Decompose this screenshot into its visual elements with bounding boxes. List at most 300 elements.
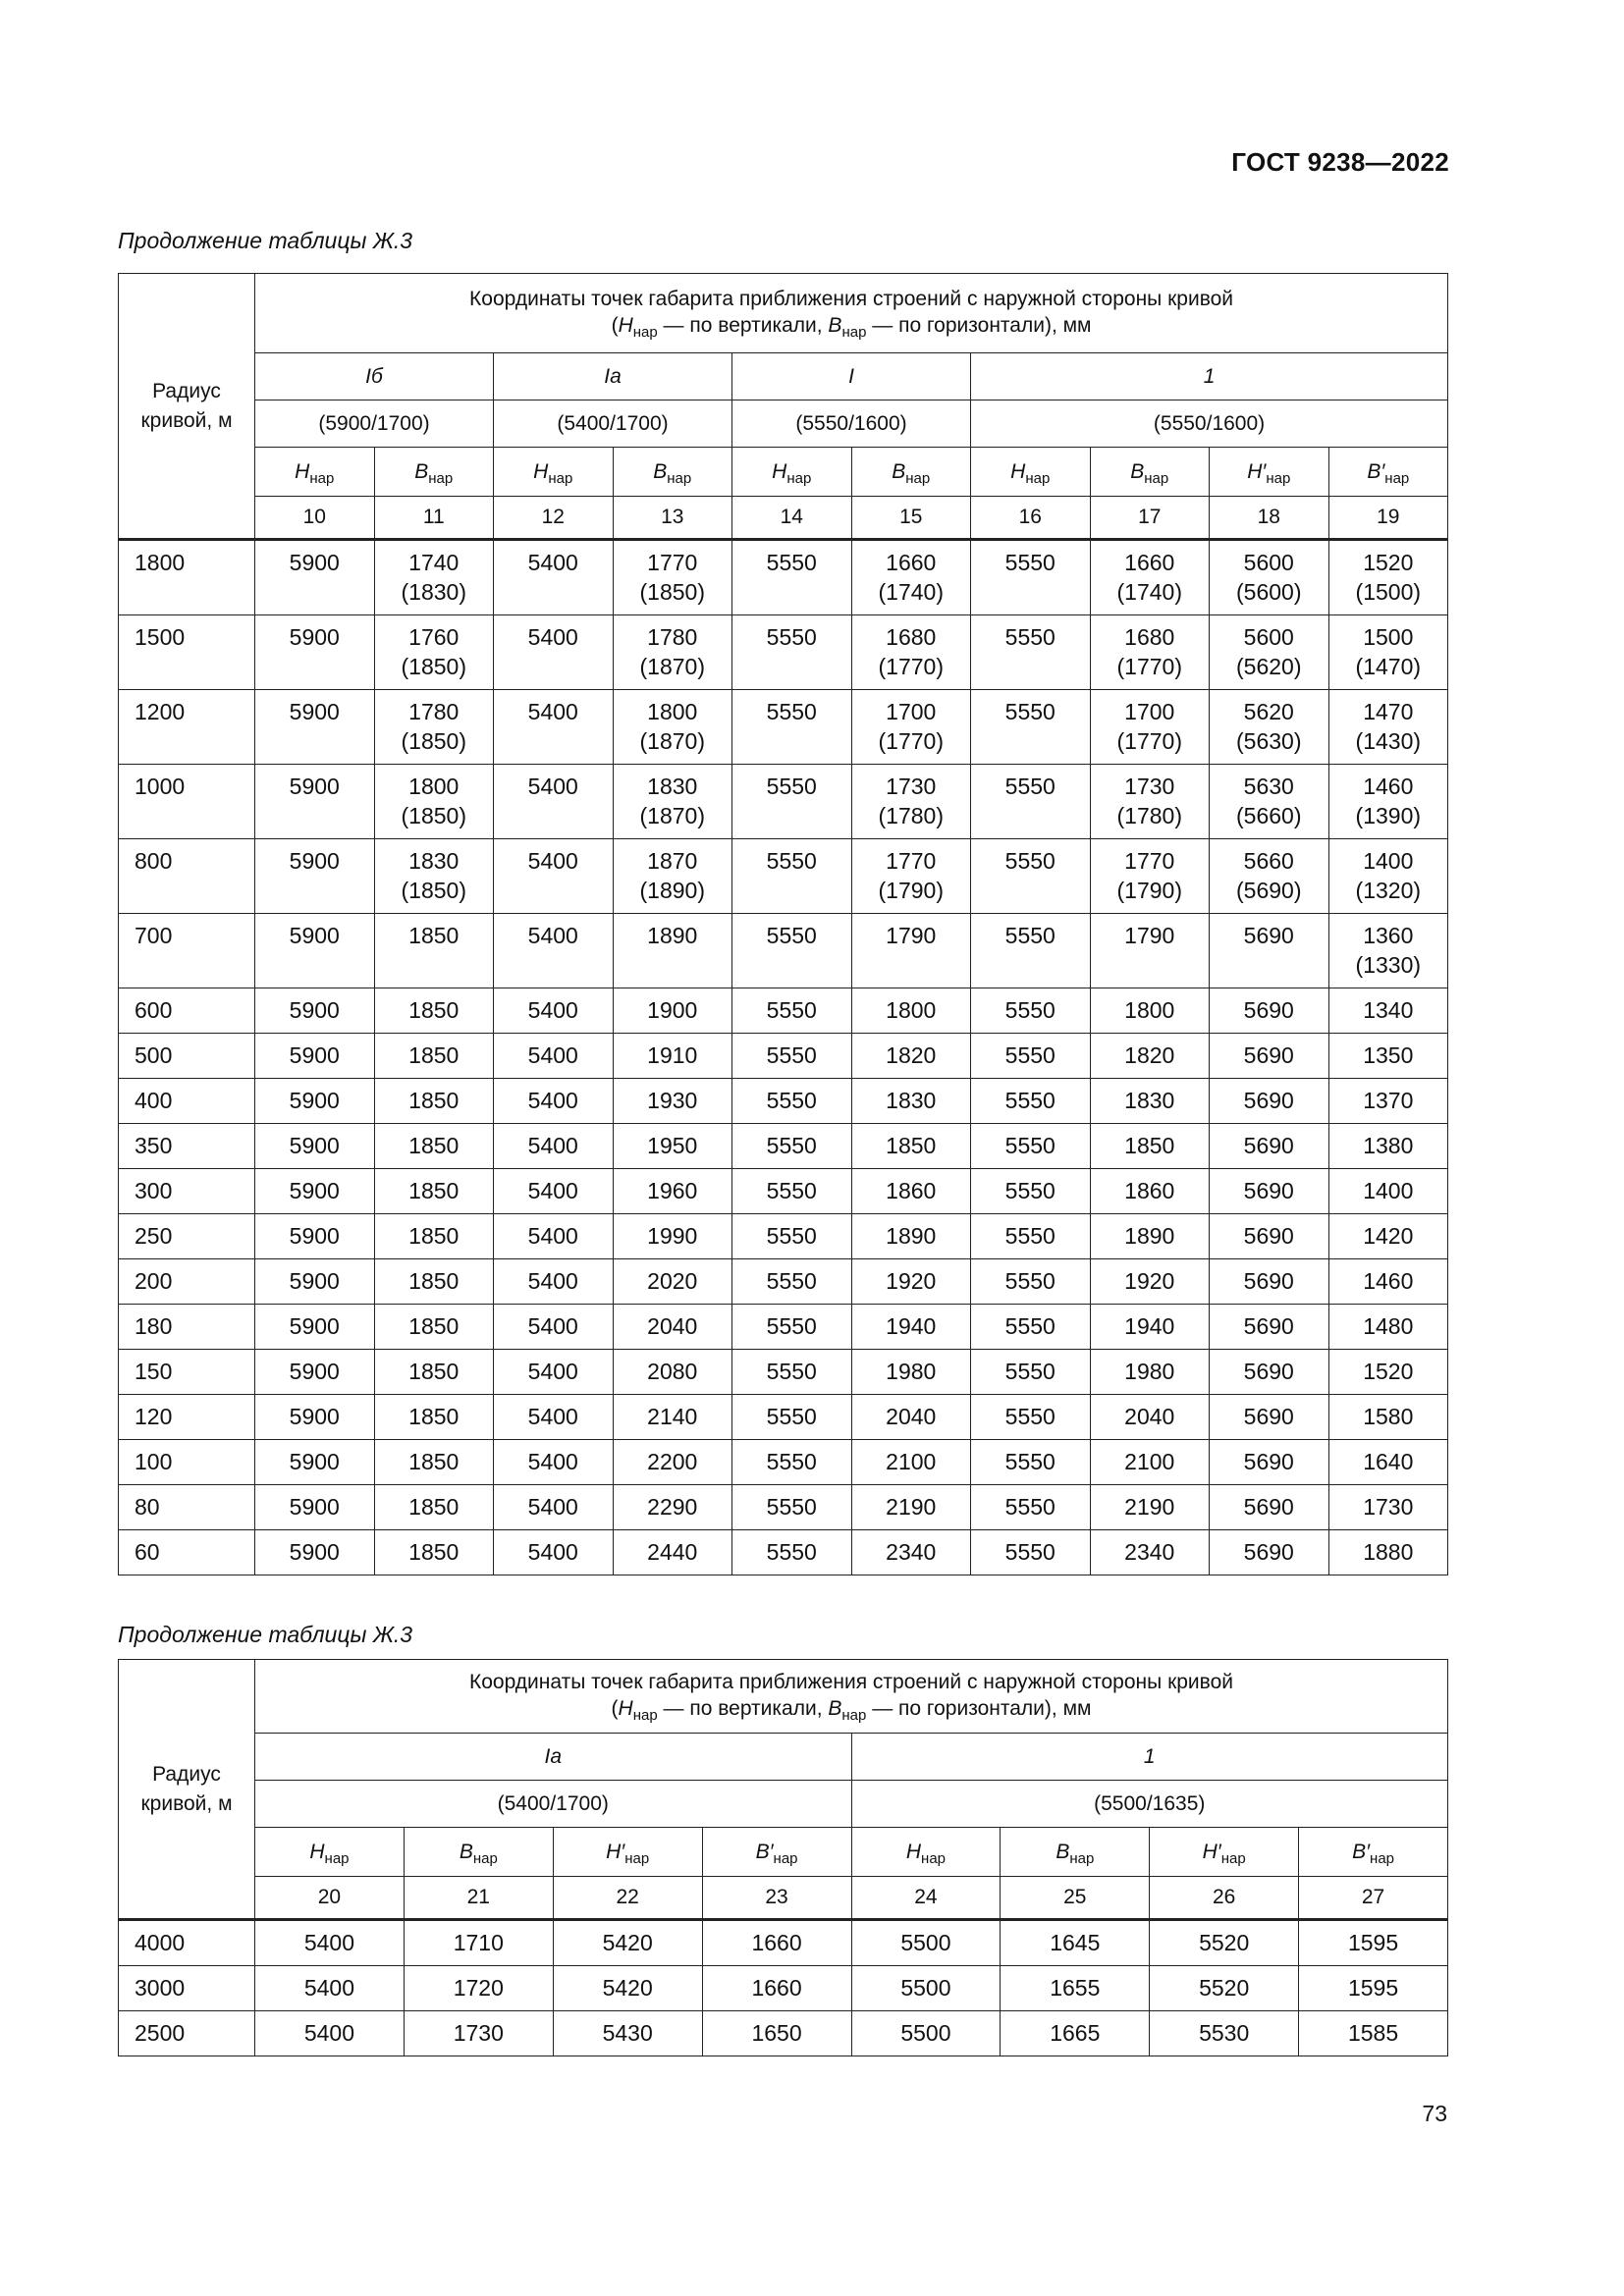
cell-value: 1980	[1124, 1359, 1175, 1384]
table-row	[119, 1395, 1448, 1440]
value-cell	[494, 1395, 614, 1440]
cell-value: 5500	[900, 2020, 951, 2046]
value-cell	[702, 1920, 851, 1966]
value-cell	[732, 1305, 852, 1350]
value-cell	[732, 765, 852, 839]
gauge-group-name: I	[732, 353, 971, 400]
value-cell	[851, 1485, 971, 1530]
cell-value: 150	[135, 1359, 173, 1384]
h-subscript: нар	[632, 1707, 658, 1724]
cell-value: 1740	[408, 550, 460, 575]
value-cell	[1328, 690, 1448, 765]
table-row	[119, 988, 1448, 1034]
value-cell	[1090, 1214, 1210, 1259]
value-cell	[374, 1079, 494, 1124]
cell-value: 5900	[289, 1268, 340, 1294]
cell-value: 1640	[1363, 1449, 1414, 1474]
cell-value: 1860	[1124, 1178, 1175, 1203]
value-cell	[494, 1485, 614, 1530]
col-num: 25	[1001, 1877, 1150, 1920]
value-cell	[553, 2011, 702, 2056]
value-cell	[613, 615, 732, 690]
value-cell	[1090, 1079, 1210, 1124]
table-row	[119, 1440, 1448, 1485]
cell-value: 2290	[647, 1494, 698, 1520]
cell-value: 1730	[453, 2020, 504, 2046]
value-cell	[374, 1124, 494, 1169]
cell-value: 5600	[1243, 550, 1294, 575]
b-subscript: нар	[841, 1707, 867, 1724]
value-cell	[494, 988, 614, 1034]
value-cell	[1210, 1169, 1329, 1214]
cell-value: 5690	[1243, 1223, 1294, 1249]
value-cell	[494, 1214, 614, 1259]
cell-value: 1400	[1363, 1178, 1414, 1203]
value-cell	[374, 1305, 494, 1350]
cell-value: 1820	[1124, 1042, 1175, 1068]
cell-value-alt: (1790)	[878, 878, 944, 903]
col-var: $B_{нар}$	[851, 448, 971, 497]
cell-value: 5400	[527, 1088, 578, 1113]
radius-column-header	[119, 274, 255, 540]
cell-value: 5550	[766, 624, 817, 650]
value-cell	[1210, 988, 1329, 1034]
cell-value-alt: (1870)	[639, 728, 705, 754]
value-cell	[1210, 1485, 1329, 1530]
cell-value: 5400	[527, 1359, 578, 1384]
h-symbol: H	[618, 314, 633, 337]
value-cell	[1210, 1305, 1329, 1350]
cell-value: 1660	[751, 1930, 802, 1955]
value-cell	[255, 1305, 375, 1350]
radius-cell	[119, 1920, 255, 1966]
cell-value: 5900	[289, 774, 340, 799]
value-cell	[255, 1530, 375, 1575]
cell-value: 100	[135, 1449, 173, 1474]
col-num: 15	[851, 497, 971, 540]
radius-cell	[119, 1966, 255, 2011]
cell-value: 5550	[766, 1359, 817, 1384]
paren-open: (	[611, 314, 619, 337]
radius-cell	[119, 1034, 255, 1079]
value-cell	[1210, 914, 1329, 988]
value-cell	[255, 839, 375, 914]
h-symbol: H	[618, 1697, 633, 1720]
value-cell	[374, 1395, 494, 1440]
value-cell	[851, 1350, 971, 1395]
cell-value: 1850	[408, 1088, 460, 1113]
cell-value: 800	[135, 848, 173, 874]
cell-value: 1850	[408, 1404, 460, 1429]
col-var: $B_{нар}$	[1090, 448, 1210, 497]
cell-value: 5690	[1243, 1268, 1294, 1294]
value-cell	[1328, 1350, 1448, 1395]
value-cell	[1328, 1395, 1448, 1440]
cell-value: 1680	[886, 624, 937, 650]
cell-value: 2040	[886, 1404, 937, 1429]
cell-value: 5400	[527, 1268, 578, 1294]
col-var: $H_{нар}$	[732, 448, 852, 497]
value-cell	[1210, 1034, 1329, 1079]
value-cell	[613, 839, 732, 914]
cell-value: 5900	[289, 923, 340, 948]
cell-value: 1850	[408, 1449, 460, 1474]
value-cell	[851, 1034, 971, 1079]
table-row	[119, 1920, 1448, 1966]
cell-value-alt: (1430)	[1355, 728, 1422, 754]
value-cell	[613, 690, 732, 765]
value-cell	[1090, 615, 1210, 690]
table-body-2	[119, 1920, 1448, 2056]
value-cell	[851, 690, 971, 765]
col-var: $H_{нар}$	[255, 1828, 405, 1877]
radius-cell	[119, 540, 255, 615]
cell-value: 180	[135, 1313, 173, 1339]
cell-value: 1960	[647, 1178, 698, 1203]
cell-value: 1860	[886, 1178, 937, 1203]
value-cell	[374, 615, 494, 690]
cell-value: 5900	[289, 848, 340, 874]
value-cell	[494, 1124, 614, 1169]
radius-label-line2: кривой, м	[140, 1791, 233, 1815]
cell-value: 1930	[647, 1088, 698, 1113]
cell-value: 5400	[527, 1539, 578, 1565]
cell-value: 1585	[1347, 2020, 1399, 2046]
value-cell	[255, 1259, 375, 1305]
cell-value: 5550	[766, 1042, 817, 1068]
value-cell	[732, 1530, 852, 1575]
cell-value: 1780	[408, 699, 460, 724]
cell-value: 1360	[1363, 923, 1414, 948]
coordinates-title-line1: Координаты точек габарита приближения строений с наружной стороны кривой	[469, 288, 1234, 310]
value-cell	[1328, 1530, 1448, 1575]
cell-value: 120	[135, 1404, 173, 1429]
cell-value: 5550	[1004, 1359, 1056, 1384]
value-cell	[255, 540, 375, 615]
col-num: 21	[404, 1877, 553, 1920]
cell-value: 5400	[527, 774, 578, 799]
table-row	[119, 615, 1448, 690]
cell-value: 5550	[766, 1539, 817, 1565]
cell-value: 5900	[289, 1042, 340, 1068]
cell-value: 5400	[527, 1404, 578, 1429]
cell-value: 2340	[1124, 1539, 1175, 1565]
radius-cell	[119, 1440, 255, 1485]
cell-value: 5900	[289, 550, 340, 575]
cell-value: 5530	[1199, 2020, 1250, 2046]
col-num: 20	[255, 1877, 405, 1920]
cell-value: 300	[135, 1178, 173, 1203]
value-cell	[1090, 1485, 1210, 1530]
cell-value: 1850	[1124, 1133, 1175, 1158]
cell-value: 1665	[1050, 2020, 1101, 2046]
value-cell	[1210, 1440, 1329, 1485]
b-subscript: нар	[841, 324, 867, 341]
cell-value: 5420	[602, 1930, 653, 1955]
radius-cell	[119, 765, 255, 839]
column-number-row	[119, 497, 1448, 540]
coordinates-header	[255, 1660, 1448, 1734]
value-cell	[851, 1079, 971, 1124]
cell-value: 5550	[766, 550, 817, 575]
cell-value: 1980	[886, 1359, 937, 1384]
cell-value: 5690	[1243, 1313, 1294, 1339]
value-cell	[374, 765, 494, 839]
cell-value: 1950	[647, 1133, 698, 1158]
col-num: 12	[494, 497, 614, 540]
col-var: $H_{нар}$	[494, 448, 614, 497]
cell-value: 5400	[303, 1975, 355, 2001]
cell-value: 1850	[408, 1539, 460, 1565]
cell-value-alt: (5630)	[1236, 728, 1302, 754]
value-cell	[971, 988, 1091, 1034]
radius-cell	[119, 615, 255, 690]
radius-label-line1: Радиус	[152, 1762, 221, 1786]
value-cell	[851, 615, 971, 690]
radius-label-line1: Радиус	[152, 379, 221, 402]
cell-value-alt: (1770)	[1116, 728, 1182, 754]
cell-value: 5550	[766, 1178, 817, 1203]
cell-value: 5420	[602, 1975, 653, 2001]
table-row	[119, 914, 1448, 988]
cell-value: 1900	[647, 997, 698, 1023]
value-cell	[255, 1485, 375, 1530]
cell-value: 1890	[1124, 1223, 1175, 1249]
value-cell	[732, 1485, 852, 1530]
value-cell	[494, 1440, 614, 1485]
cell-value: 5400	[527, 848, 578, 874]
cell-value: 5550	[766, 1449, 817, 1474]
cell-value: 5900	[289, 699, 340, 724]
value-cell	[374, 1485, 494, 1530]
cell-value: 1460	[1363, 1268, 1414, 1294]
cell-value: 5900	[289, 1223, 340, 1249]
value-cell	[851, 1966, 1001, 2011]
value-cell	[494, 1079, 614, 1124]
value-cell	[971, 540, 1091, 615]
radius-cell	[119, 690, 255, 765]
value-cell	[255, 1079, 375, 1124]
cell-value: 1660	[1124, 550, 1175, 575]
value-cell	[255, 1124, 375, 1169]
cell-value: 5660	[1243, 848, 1294, 874]
value-cell	[971, 1124, 1091, 1169]
cell-value: 5900	[289, 997, 340, 1023]
value-cell	[851, 1305, 971, 1350]
cell-value-alt: (1500)	[1355, 579, 1422, 605]
value-cell	[255, 1395, 375, 1440]
value-cell	[1328, 1034, 1448, 1079]
table-row	[119, 765, 1448, 839]
cell-value: 1730	[1124, 774, 1175, 799]
cell-value: 1595	[1347, 1930, 1399, 1955]
radius-label-line2: кривой, м	[140, 408, 233, 432]
value-cell	[1090, 1530, 1210, 1575]
cell-value: 2080	[647, 1359, 698, 1384]
value-cell	[851, 1530, 971, 1575]
cell-value: 5620	[1243, 699, 1294, 724]
radius-cell	[119, 1350, 255, 1395]
cell-value: 1200	[135, 699, 186, 724]
cell-value: 1770	[1124, 848, 1175, 874]
value-cell	[732, 988, 852, 1034]
cell-value: 5550	[1004, 1313, 1056, 1339]
cell-value: 1910	[647, 1042, 698, 1068]
value-cell	[374, 1350, 494, 1395]
value-cell	[374, 1530, 494, 1575]
cell-value: 1370	[1363, 1088, 1414, 1113]
value-cell	[494, 914, 614, 988]
cell-value: 1770	[886, 848, 937, 874]
cell-value-alt: (5620)	[1236, 654, 1302, 679]
cell-value: 1380	[1363, 1133, 1414, 1158]
radius-cell	[119, 1395, 255, 1440]
col-num: 22	[553, 1877, 702, 1920]
cell-value: 1720	[453, 1975, 504, 2001]
cell-value: 1800	[886, 997, 937, 1023]
value-cell	[732, 615, 852, 690]
value-cell	[1001, 2011, 1150, 2056]
cell-value: 5550	[766, 699, 817, 724]
cell-value: 1800	[647, 699, 698, 724]
cell-value: 5550	[1004, 550, 1056, 575]
col-var: $H_{нар}$	[851, 1828, 1001, 1877]
paren-open: (	[611, 1697, 619, 1720]
cell-value: 5500	[900, 1975, 951, 2001]
value-cell	[971, 615, 1091, 690]
value-cell	[1328, 615, 1448, 690]
cell-value: 5400	[527, 1042, 578, 1068]
col-num: 16	[971, 497, 1091, 540]
radius-cell	[119, 1214, 255, 1259]
value-cell	[971, 1530, 1091, 1575]
value-cell	[1090, 1305, 1210, 1350]
cell-value: 80	[135, 1494, 160, 1520]
cell-value: 1710	[453, 1930, 504, 1955]
table-row	[119, 1214, 1448, 1259]
value-cell	[374, 1440, 494, 1485]
value-cell	[255, 1169, 375, 1214]
cell-value: 2440	[647, 1539, 698, 1565]
cell-value: 1890	[647, 923, 698, 948]
value-cell	[255, 988, 375, 1034]
radius-cell	[119, 914, 255, 988]
value-cell	[494, 839, 614, 914]
table-row	[119, 1169, 1448, 1214]
cell-value: 1830	[886, 1088, 937, 1113]
value-cell	[732, 1259, 852, 1305]
cell-value: 1350	[1363, 1042, 1414, 1068]
value-cell	[1150, 1966, 1299, 2011]
value-cell	[404, 1966, 553, 2011]
cell-value: 1730	[886, 774, 937, 799]
value-cell	[1299, 2011, 1448, 2056]
radius-cell	[119, 2011, 255, 2056]
cell-value: 5550	[1004, 1268, 1056, 1294]
value-cell	[613, 1305, 732, 1350]
gauge-group-name: Iб	[255, 353, 494, 400]
cell-value-alt: (1740)	[1116, 579, 1182, 605]
value-cell	[732, 1350, 852, 1395]
cell-value: 1890	[886, 1223, 937, 1249]
value-cell	[971, 765, 1091, 839]
cell-value: 1660	[886, 550, 937, 575]
cell-value-alt: (5660)	[1236, 803, 1302, 828]
table-row	[119, 839, 1448, 914]
vertical-text: — по вертикали,	[657, 1697, 829, 1720]
cell-value: 1920	[886, 1268, 937, 1294]
value-cell	[1328, 1485, 1448, 1530]
value-cell	[1299, 1920, 1448, 1966]
cell-value-alt: (5690)	[1236, 878, 1302, 903]
table-row	[119, 1259, 1448, 1305]
cell-value: 5550	[1004, 1178, 1056, 1203]
cell-value: 5550	[1004, 923, 1056, 948]
cell-value: 5900	[289, 1088, 340, 1113]
value-cell	[494, 1305, 614, 1350]
cell-value: 5900	[289, 1539, 340, 1565]
cell-value: 5550	[766, 1088, 817, 1113]
cell-value: 5550	[1004, 1088, 1056, 1113]
value-cell	[255, 615, 375, 690]
cell-value: 5400	[527, 1449, 578, 1474]
page-number: 73	[1422, 2101, 1447, 2126]
value-cell	[702, 2011, 851, 2056]
value-cell	[553, 1966, 702, 2011]
value-cell	[1090, 1395, 1210, 1440]
cell-value: 1920	[1124, 1268, 1175, 1294]
cell-value: 5550	[766, 1223, 817, 1249]
value-cell	[404, 2011, 553, 2056]
cell-value: 5550	[766, 1494, 817, 1520]
cell-value: 600	[135, 997, 173, 1023]
cell-value: 1500	[1363, 624, 1414, 650]
cell-value-alt: (1850)	[401, 654, 466, 679]
radius-cell	[119, 988, 255, 1034]
cell-value: 1850	[408, 1178, 460, 1203]
col-var: $B_{нар}$	[613, 448, 732, 497]
value-cell	[613, 1214, 732, 1259]
cell-value: 5630	[1243, 774, 1294, 799]
value-cell	[1328, 1169, 1448, 1214]
radius-cell	[119, 1530, 255, 1575]
value-cell	[1328, 1440, 1448, 1485]
value-cell	[971, 1034, 1091, 1079]
cell-value: 250	[135, 1223, 173, 1249]
value-cell	[702, 1966, 851, 2011]
table-row	[119, 2011, 1448, 2056]
coordinates-title-line2	[255, 1695, 1447, 1724]
value-cell	[613, 1485, 732, 1530]
value-cell	[851, 1440, 971, 1485]
cell-value: 500	[135, 1042, 173, 1068]
cell-value: 1660	[751, 1975, 802, 2001]
cell-value: 1460	[1363, 774, 1414, 799]
value-cell	[374, 690, 494, 765]
gauge-group-name: Iа	[494, 353, 732, 400]
coordinates-title-line1: Координаты точек габарита приближения строений с наружной стороны кривой	[469, 1671, 1233, 1693]
cell-value: 2100	[1124, 1449, 1175, 1474]
value-cell	[494, 540, 614, 615]
value-cell	[374, 839, 494, 914]
cell-value: 5690	[1243, 1539, 1294, 1565]
cell-value: 350	[135, 1133, 173, 1158]
value-cell	[255, 914, 375, 988]
value-cell	[732, 839, 852, 914]
value-cell	[1090, 914, 1210, 988]
value-cell	[494, 1034, 614, 1079]
cell-value: 2100	[886, 1449, 937, 1474]
